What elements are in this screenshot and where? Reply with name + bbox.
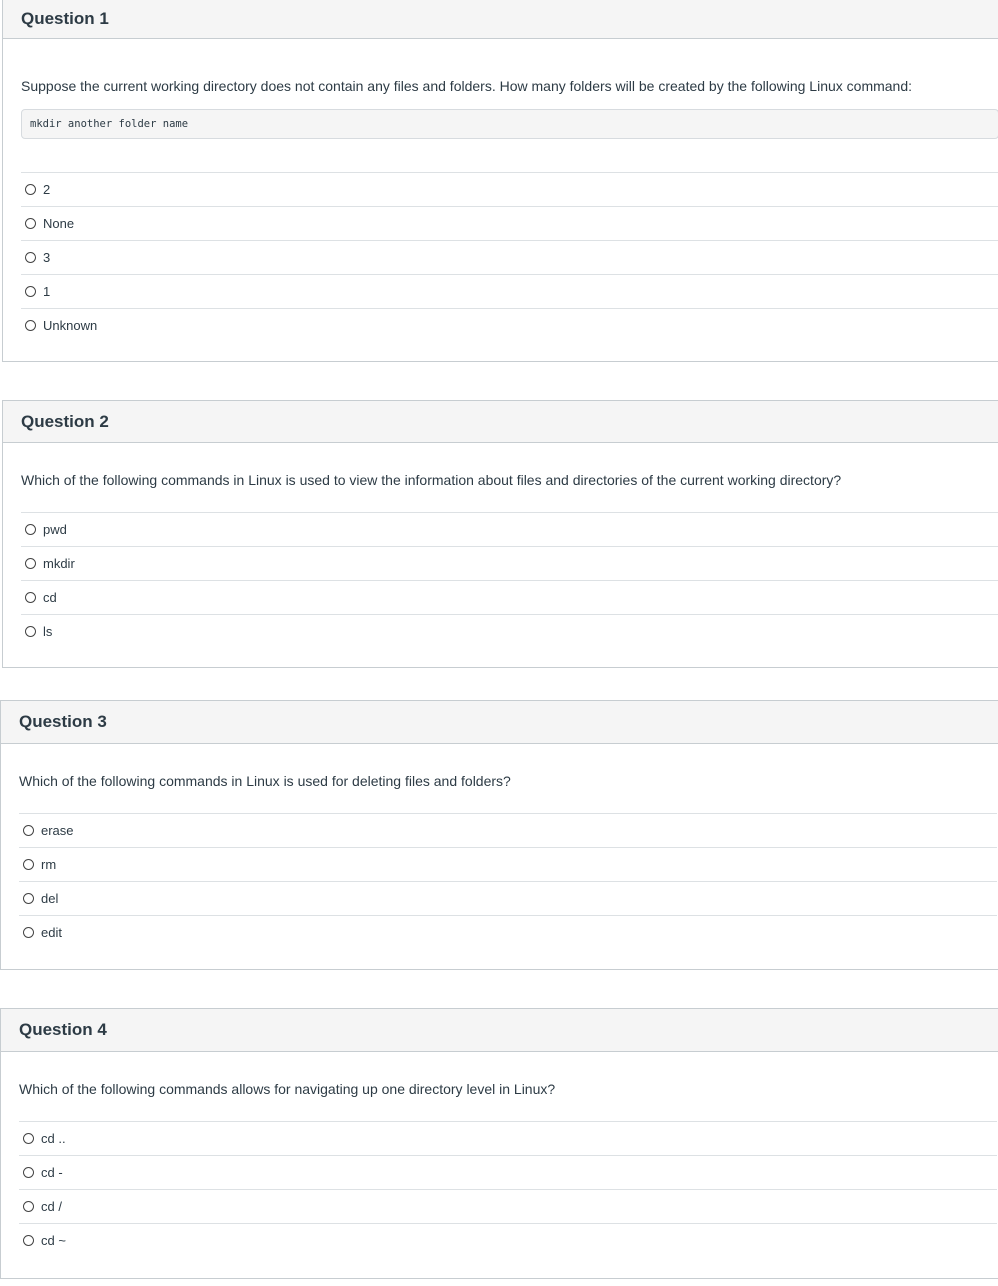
question-header bbox=[1, 701, 998, 744]
question-header bbox=[3, 401, 998, 443]
answer-label: Unknown bbox=[43, 318, 98, 333]
answer-label: rm bbox=[41, 857, 57, 872]
radio-button[interactable] bbox=[25, 184, 36, 195]
question-text: Which of the following commands in Linux is used to view the information about files and directories of the current working directory? bbox=[21, 472, 842, 488]
answer-option[interactable] bbox=[19, 1189, 997, 1223]
answer-list bbox=[21, 512, 998, 648]
question-text: Which of the following commands allows for navigating up one directory level in Linux? bbox=[19, 1081, 556, 1097]
question-title: Question 3 bbox=[19, 712, 107, 731]
radio-button[interactable] bbox=[25, 286, 36, 297]
radio-button[interactable] bbox=[25, 592, 36, 603]
answer-option[interactable] bbox=[21, 512, 998, 546]
answer-option[interactable] bbox=[21, 172, 998, 206]
answer-label: edit bbox=[41, 925, 62, 940]
code-block: mkdir another folder name bbox=[21, 109, 998, 139]
answer-label: 3 bbox=[43, 250, 51, 265]
radio-button[interactable] bbox=[23, 1167, 34, 1178]
answer-option[interactable] bbox=[19, 1155, 997, 1189]
answer-option[interactable] bbox=[21, 614, 998, 648]
answer-label: None bbox=[43, 216, 75, 231]
answer-option[interactable] bbox=[19, 1223, 997, 1257]
radio-button[interactable] bbox=[23, 1133, 34, 1144]
answer-list bbox=[21, 172, 998, 342]
question-title: Question 2 bbox=[21, 411, 109, 431]
radio-button[interactable] bbox=[23, 927, 34, 938]
answer-label: 1 bbox=[43, 284, 51, 299]
answer-label: cd .. bbox=[41, 1131, 66, 1146]
answer-label: cd - bbox=[41, 1165, 63, 1180]
answer-label: cd ~ bbox=[41, 1233, 66, 1248]
radio-button[interactable] bbox=[23, 825, 34, 836]
question-text: Which of the following commands in Linux is used for deleting files and folders? bbox=[19, 773, 511, 789]
radio-button[interactable] bbox=[23, 1235, 34, 1246]
answer-option[interactable] bbox=[19, 1121, 997, 1155]
radio-button[interactable] bbox=[25, 252, 36, 263]
answer-label: mkdir bbox=[43, 556, 75, 571]
answer-label: pwd bbox=[43, 522, 67, 537]
radio-button[interactable] bbox=[25, 320, 36, 331]
question-3 bbox=[0, 700, 998, 970]
answer-option[interactable] bbox=[21, 274, 998, 308]
answer-option[interactable] bbox=[19, 813, 997, 847]
radio-button[interactable] bbox=[25, 626, 36, 637]
answer-label: erase bbox=[41, 823, 74, 838]
question-2 bbox=[2, 400, 998, 668]
question-title: Question 4 bbox=[19, 1020, 107, 1039]
answer-label: 2 bbox=[43, 182, 51, 197]
question-1 bbox=[2, 0, 998, 362]
answer-list bbox=[19, 813, 997, 949]
radio-button[interactable] bbox=[23, 1201, 34, 1212]
answer-list bbox=[19, 1121, 997, 1257]
answer-option[interactable] bbox=[19, 915, 997, 949]
answer-option[interactable] bbox=[21, 546, 998, 580]
radio-button[interactable] bbox=[25, 558, 36, 569]
answer-option[interactable] bbox=[21, 580, 998, 614]
radio-button[interactable] bbox=[25, 524, 36, 535]
question-title: Question 1 bbox=[21, 9, 109, 28]
radio-button[interactable] bbox=[23, 859, 34, 870]
question-header bbox=[1, 1009, 998, 1052]
answer-option[interactable] bbox=[19, 881, 997, 915]
question-4 bbox=[0, 1008, 998, 1279]
answer-option[interactable] bbox=[19, 847, 997, 881]
answer-label: cd bbox=[43, 590, 57, 605]
question-text: Suppose the current working directory does not contain any files and folders. How many folders will be created by the following Linux command: bbox=[21, 78, 913, 94]
answer-label: cd / bbox=[41, 1199, 62, 1214]
answer-label: ls bbox=[43, 624, 53, 639]
answer-label: del bbox=[41, 891, 59, 906]
answer-option[interactable] bbox=[21, 240, 998, 274]
answer-option[interactable] bbox=[21, 308, 998, 342]
radio-button[interactable] bbox=[25, 218, 36, 229]
question-header bbox=[3, 0, 998, 39]
radio-button[interactable] bbox=[23, 893, 34, 904]
answer-option[interactable] bbox=[21, 206, 998, 240]
